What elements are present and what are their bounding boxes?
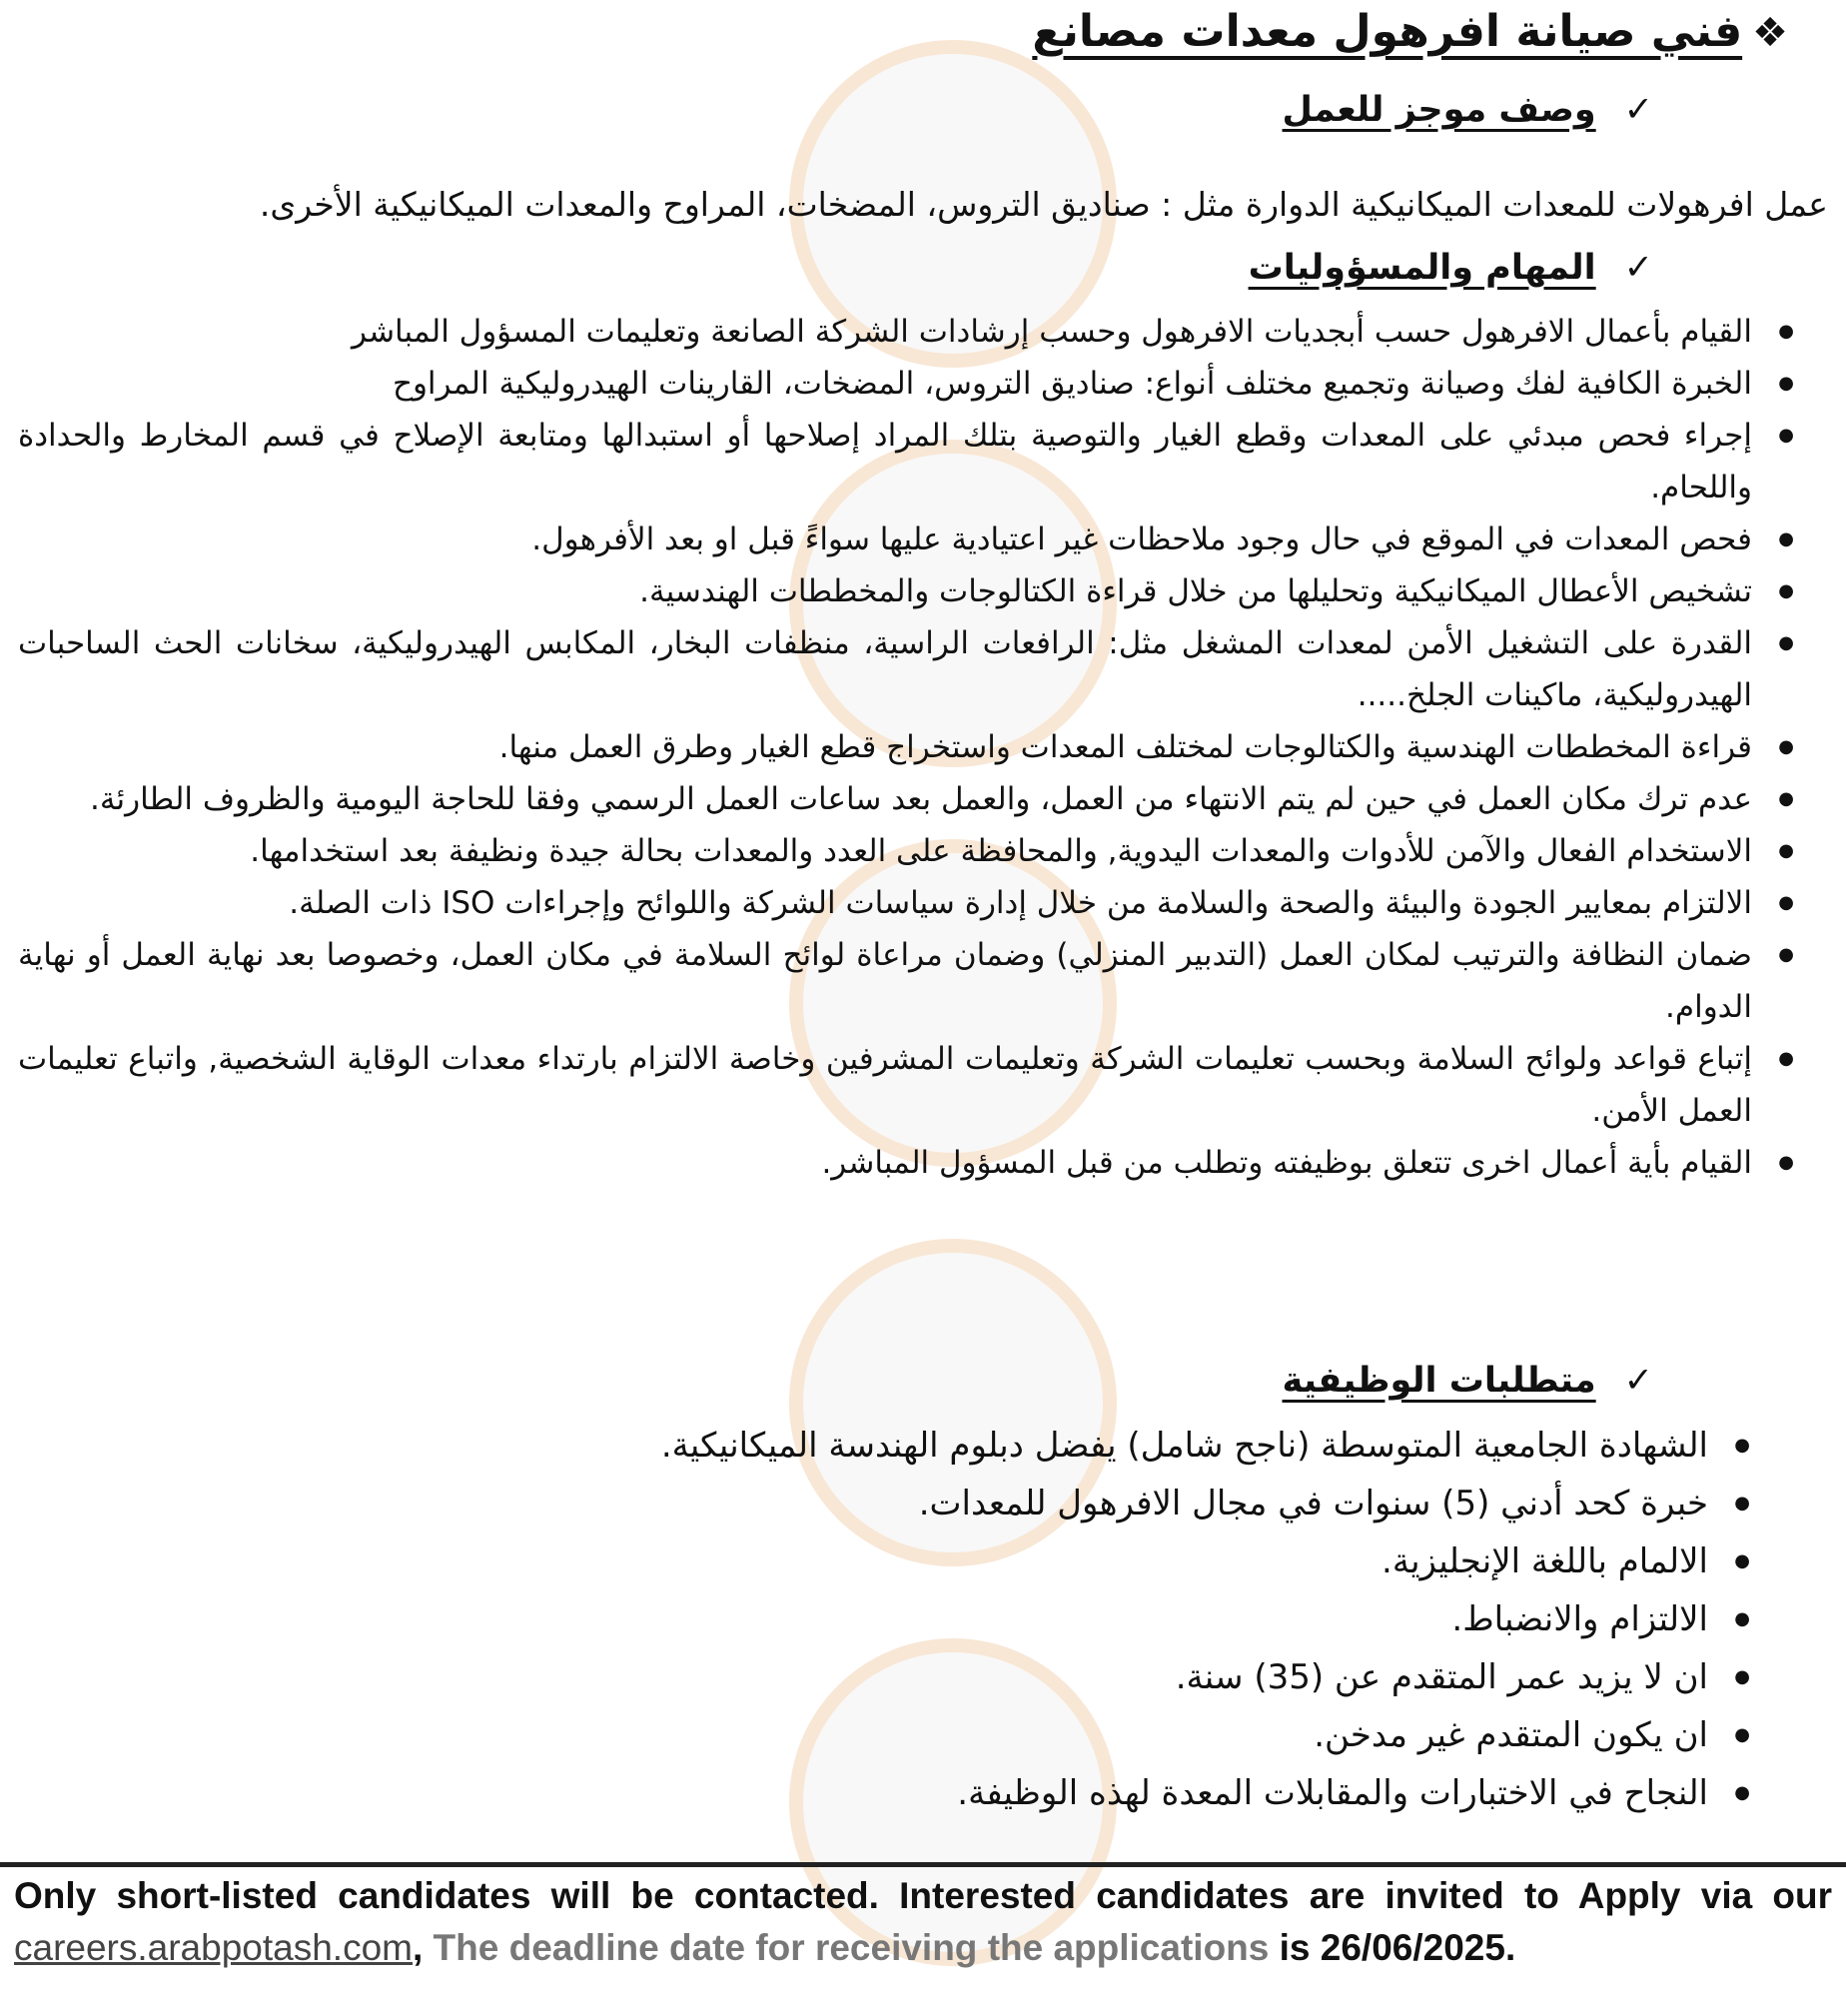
- task-item: ● تشخيص الأعطال الميكانيكية وتحليلها من خلال قراءة الكتالوجات والمخططات الهندسية.: [18, 565, 1752, 617]
- task-item: ● فحص المعدات في الموقع في حال وجود ملاحظات غير اعتيادية عليها سواءً قبل او بعد الأفرهول.: [18, 513, 1752, 565]
- task-item: ● عدم ترك مكان العمل في حين لم يتم الانتهاء من العمل، والعمل بعد ساعات العمل الرسمي وفقا للحاجة اليومية والظروف الطارئة.: [18, 773, 1752, 825]
- requirement-item: ● خبرة كحد أدني (5) سنوات في مجال الافرهول للمعدات.: [18, 1475, 1708, 1532]
- task-item: ● القدرة على التشغيل الأمن لمعدات المشغل مثل: الرافعات الراسية، منظفات البخار، المكابس الهيدروليكية، سخانات الحث الساحبات الهيدروليكية، ماكينات الجلخ.....: [18, 617, 1752, 721]
- checkmark-icon: ✓: [1623, 90, 1653, 130]
- requirement-item: ● النجاح في الاختبارات والمقابلات المعدة لهذه الوظيفة.: [18, 1764, 1708, 1822]
- summary-text: عمل افرهولات للمعدات الميكانيكية الدوارة مثل : صناديق التروس، المضخات، المراوح والمعدات الميكانيكية الأخرى.: [259, 185, 1828, 224]
- checkmark-icon: ✓: [1623, 248, 1653, 288]
- requirement-item: ● ان لا يزيد عمر المتقدم عن (35) سنة.: [18, 1648, 1708, 1706]
- task-item: ● الالتزام بمعايير الجودة والبيئة والصحة والسلامة من خلال إدارة سياسات الشركة واللوائح وإجراءات ISO ذات الصلة.: [18, 877, 1752, 929]
- section-summary: [1283, 90, 1653, 130]
- section-requirements: [1283, 1361, 1654, 1401]
- requirement-item: ● الشهادة الجامعية المتوسطة (ناجح شامل) يفضل دبلوم الهندسة الميكانيكية.: [18, 1417, 1708, 1475]
- footer-note: [14, 1870, 1832, 1974]
- task-item: ● قراءة المخططات الهندسية والكتالوجات لمختلف المعدات واستخراج قطع الغيار وطرق العمل منها.: [18, 721, 1752, 773]
- task-item: ● إجراء فحص مبدئي على المعدات وقطع الغيار والتوصية بتلك المراد إصلاحها أو استبدالها ومتابعة الإصلاح في قسم المخارط والحدادة واللحام.: [18, 410, 1752, 513]
- diamond-bullet-icon: ❖: [1752, 10, 1788, 56]
- job-title-text: فني صيانة افرهول معدات مصانع: [1032, 6, 1743, 57]
- task-item: ● الاستخدام الفعال والآمن للأدوات والمعدات اليدوية, والمحافظة على العدد والمعدات بحالة جيدة ونظيفة بعد استخدامها.: [18, 825, 1752, 877]
- requirement-item: ● ان يكون المتقدم غير مدخن.: [18, 1706, 1708, 1764]
- section-tasks: [1249, 248, 1653, 288]
- deadline-date: is 26/06/2025.: [1269, 1927, 1516, 1968]
- footer-comma: ,: [412, 1927, 434, 1968]
- job-title: [1032, 6, 1788, 57]
- section-tasks-label: المهام والمسؤوليات: [1248, 248, 1596, 288]
- careers-link[interactable]: careers.arabpotash.com: [14, 1927, 413, 1968]
- deadline-text: The deadline date for receiving the applications: [433, 1927, 1270, 1968]
- task-item: ● القيام بأعمال الافرهول حسب أبجديات الافرهول وحسب إرشادات الشركة الصانعة وتعليمات المسؤول المباشر: [18, 306, 1752, 358]
- checkmark-icon: ✓: [1623, 1361, 1653, 1401]
- section-summary-label: وصف موجز للعمل: [1282, 90, 1596, 130]
- tasks-list: [18, 306, 1752, 1189]
- requirement-item: ● الالتزام والانضباط.: [18, 1590, 1708, 1648]
- task-item: ● ضمان النظافة والترتيب لمكان العمل (التدبير المنزلي) وضمان مراعاة لوائح السلامة في مكان العمل، وخصوصا بعد نهاية العمل أو نهاية الدوام.: [18, 929, 1752, 1033]
- task-item: ● الخبرة الكافية لفك وصيانة وتجميع مختلف أنواع: صناديق التروس، المضخات، القارينات الهيدروليكية المراوح: [18, 358, 1752, 410]
- requirements-list: [18, 1417, 1708, 1822]
- requirement-item: ● الالمام باللغة الإنجليزية.: [18, 1532, 1708, 1590]
- footer-divider: [0, 1862, 1846, 1867]
- footer-text: Only short-listed candidates will be contacted. Interested candidates are invited to Apply via our: [14, 1875, 1832, 1916]
- section-requirements-label: متطلبات الوظيفية: [1282, 1361, 1596, 1401]
- task-item: ● القيام بأية أعمال اخرى تتعلق بوظيفته وتطلب من قبل المسؤول المباشر.: [18, 1137, 1752, 1189]
- task-item: ● إتباع قواعد ولوائح السلامة وبحسب تعليمات الشركة وتعليمات المشرفين وخاصة الالتزام بارتداء معدات الوقاية الشخصية, واتباع تعليمات العمل الأمن.: [18, 1033, 1752, 1137]
